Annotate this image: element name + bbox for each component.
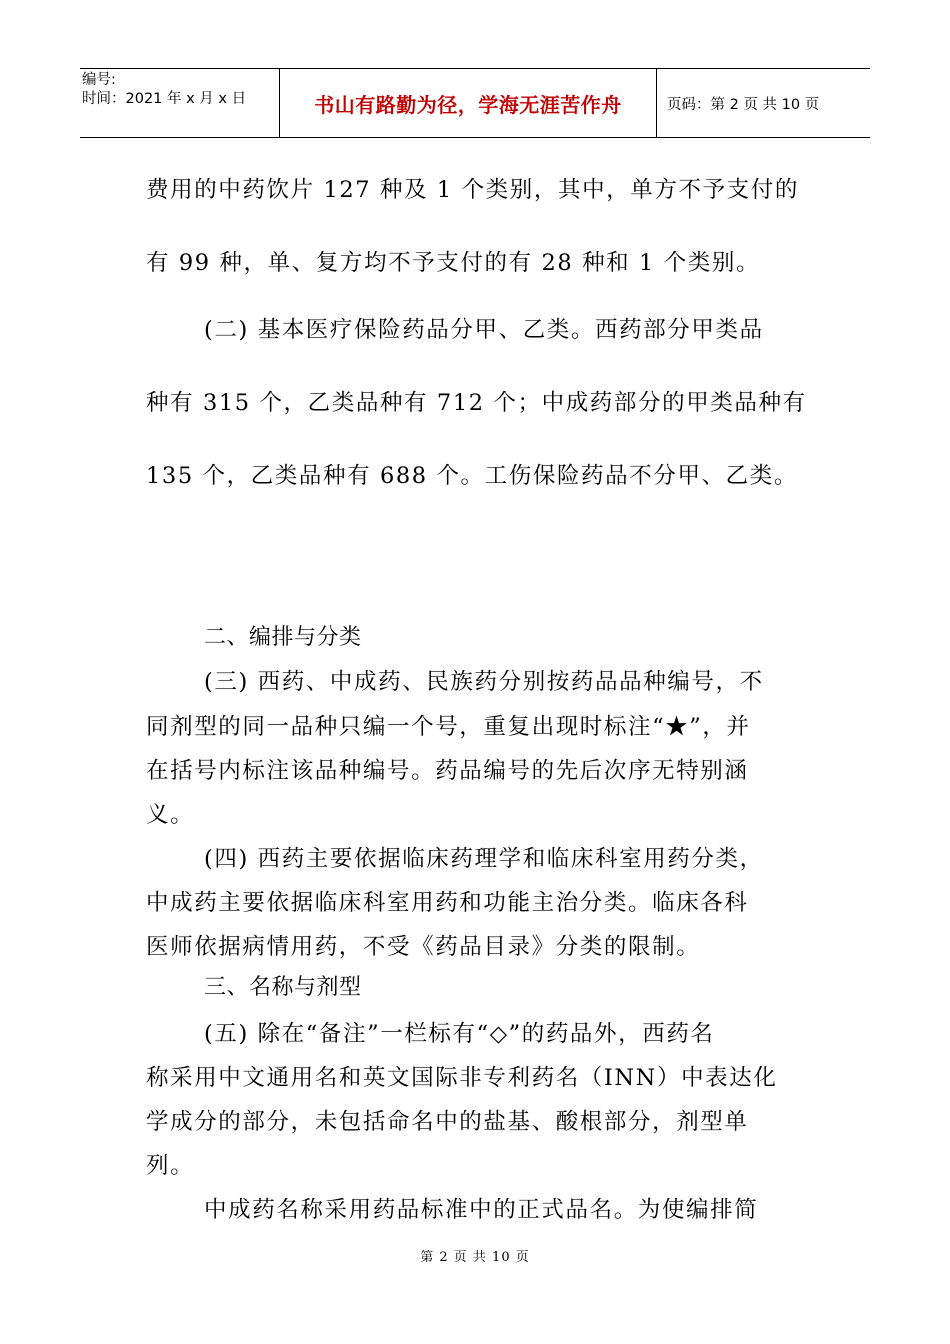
body-line: 有 99 种，单、复方均不予支付的有 28 种和 1 个类别。 xyxy=(146,250,761,276)
document-number-label: 编号: xyxy=(82,72,116,88)
body-line: 称采用中文通用名和英文国际非专利药名（INN）中表达化 xyxy=(146,1065,778,1091)
section-heading: 二、编排与分类 xyxy=(204,625,362,650)
body-line: 医师依据病情用药，不受《药品目录》分类的限制。 xyxy=(146,934,701,960)
header-page-info: 页码：第 2 页 共 10 页 xyxy=(667,96,820,113)
body-line: 种有 315 个，乙类品种有 712 个；中成药部分的甲类品种有 xyxy=(146,390,807,416)
page-header xyxy=(80,68,870,138)
header-motto: 书山有路勤为径，学海无涯苦作舟 xyxy=(280,69,657,137)
body-line: (四) 西药主要依据临床药理学和临床科室用药分类， xyxy=(204,846,764,872)
page-footer: 第 2 页 共 10 页 xyxy=(420,1250,530,1265)
body-line: 在括号内标注该品种编号。药品编号的先后次序无特别涵 xyxy=(146,758,749,784)
document-time-label: 时间：2021 年 x 月 x 日 xyxy=(82,91,247,107)
body-line: 中成药主要依据临床科室用药和功能主治分类。临床各科 xyxy=(146,890,749,916)
header-meta xyxy=(80,69,280,137)
body-line: 义。 xyxy=(146,802,195,828)
body-line: 135 个，乙类品种有 688 个。工伤保险药品不分甲、乙类。 xyxy=(146,463,798,489)
body-line: (五) 除在“备注”一栏标有“◇”的药品外，西药名 xyxy=(204,1021,715,1047)
section-heading: 三、名称与剂型 xyxy=(204,975,362,1000)
body-line: 中成药名称采用药品标准中的正式品名。为使编排简 xyxy=(204,1197,759,1223)
body-line: 同剂型的同一品种只编一个号，重复出现时标注“★”，并 xyxy=(146,714,751,740)
body-line: 列。 xyxy=(146,1153,195,1179)
body-line: (三) 西药、中成药、民族药分别按药品品种编号，不 xyxy=(204,669,764,695)
body-line: 学成分的部分，未包括命名中的盐基、酸根部分，剂型单 xyxy=(146,1109,749,1135)
body-line: (二) 基本医疗保险药品分甲、乙类。西药部分甲类品 xyxy=(204,317,764,343)
body-line: 费用的中药饮片 127 种及 1 个类别，其中，单方不予支付的 xyxy=(146,177,799,203)
